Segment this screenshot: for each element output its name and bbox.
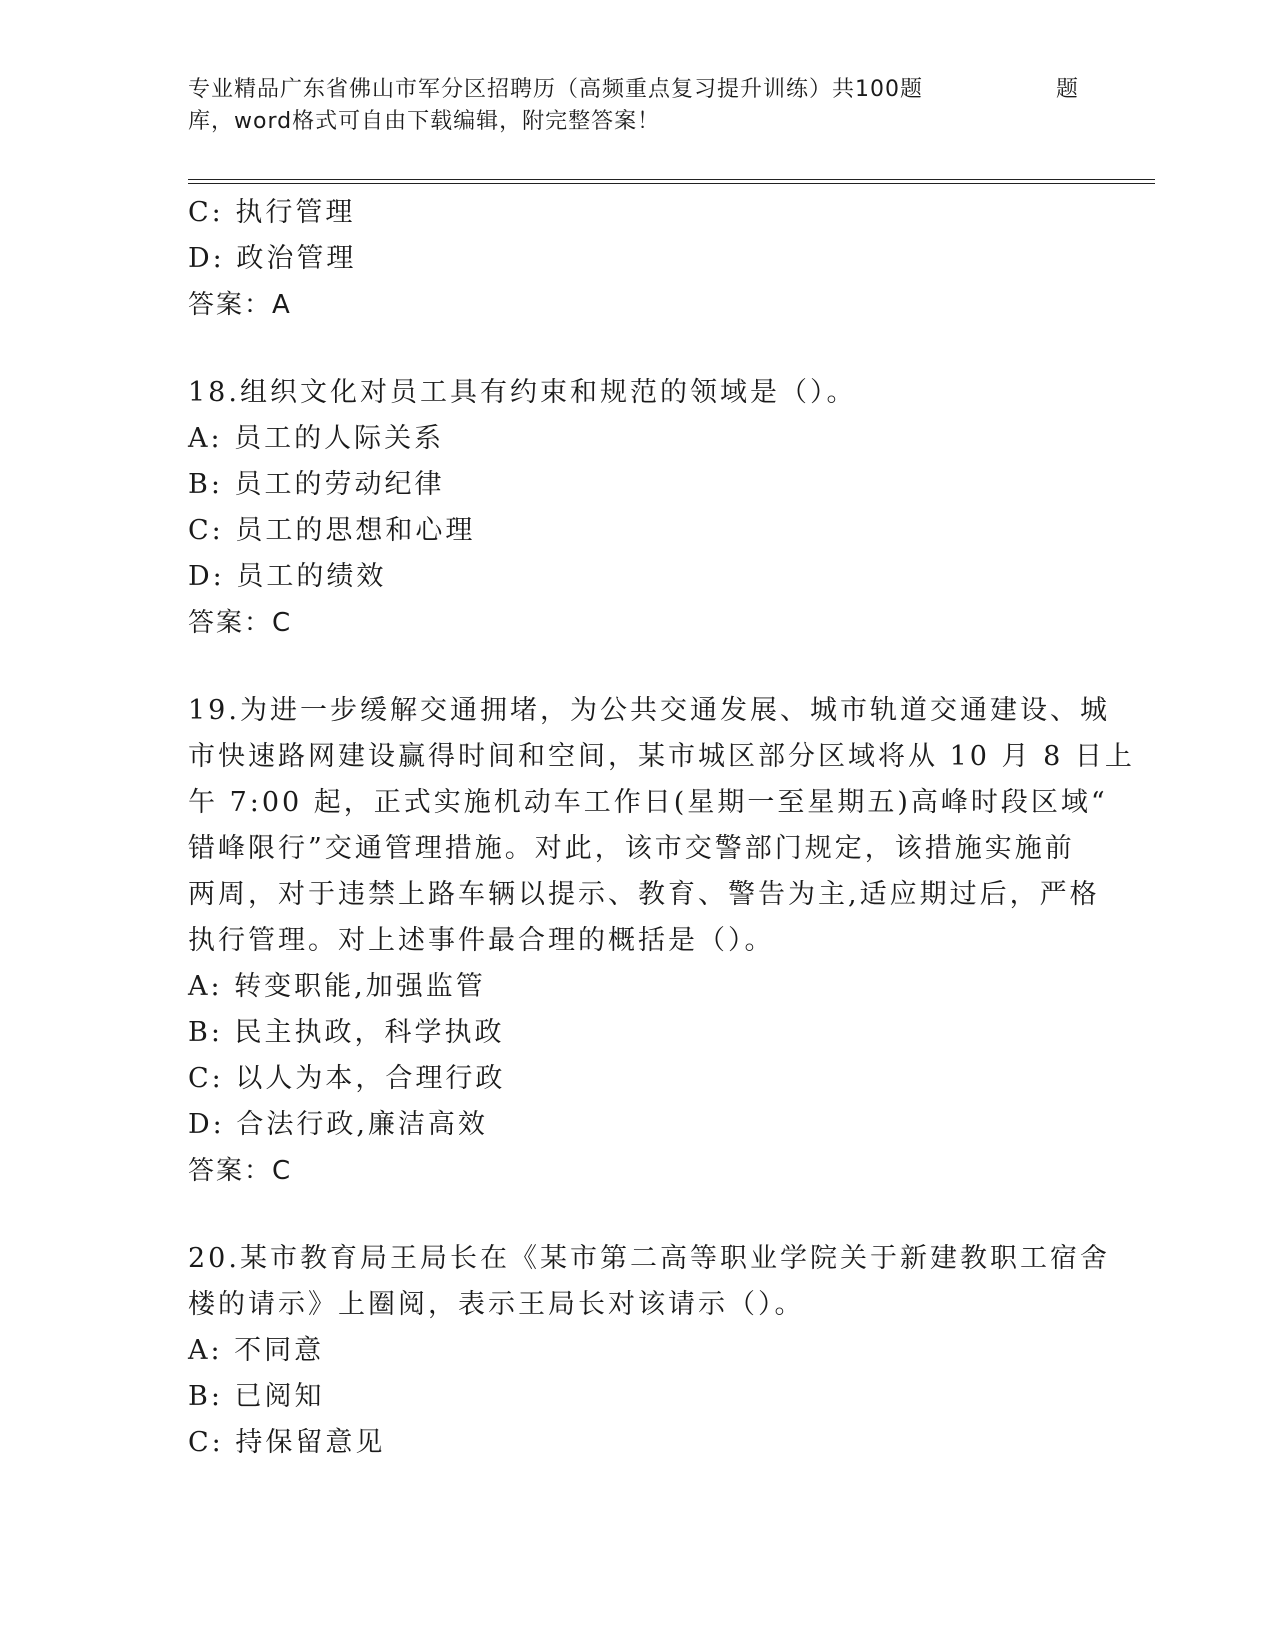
header-line-2: 库，word格式可自由下载编辑，附完整答案！ — [188, 109, 661, 134]
header-divider-bottom — [188, 183, 1155, 184]
option-c: C: 员工的思想和心理 — [188, 515, 476, 546]
header-line-1-tail: 题 — [1056, 77, 1080, 102]
question-19 — [188, 688, 1135, 1194]
answer: 答案：C — [188, 608, 293, 638]
question-text-line: 19.为进一步缓解交通拥堵，为公共交通发展、城市轨道交通建设、城 — [188, 695, 1110, 726]
question-20 — [188, 1236, 1110, 1466]
option-b: B: 员工的劳动纪律 — [188, 469, 445, 500]
option-a: A: 不同意 — [188, 1335, 325, 1366]
question-text-line: 楼的请示》上圈阅，表示王局长对该请示（）。 — [188, 1289, 805, 1320]
question-text-line: 市快速路网建设赢得时间和空间，某市城区部分区域将从 10 月 8 日上 — [188, 741, 1135, 772]
question-text: 18.组织文化对员工具有约束和规范的领域是（）。 — [188, 377, 857, 408]
question-text-line: 午 7:00 起，正式实施机动车工作日(星期一至星期五)高峰时段区域“ — [188, 787, 1108, 818]
question-list — [188, 190, 1135, 1466]
question-text-line: 执行管理。对上述事件最合理的概括是（）。 — [188, 925, 775, 956]
option-c: C: 持保留意见 — [188, 1427, 386, 1458]
option-a: A: 转变职能,加强监管 — [188, 971, 486, 1002]
option-d: D: 员工的绩效 — [188, 561, 387, 592]
option-c: C: 执行管理 — [188, 197, 356, 228]
option-c: C: 以人为本，合理行政 — [188, 1063, 506, 1094]
header-line-1: 专业精品广东省佛山市军分区招聘历（高频重点复习提升训练）共100题 — [188, 77, 923, 102]
option-b: B: 民主执政，科学执政 — [188, 1017, 505, 1048]
question-18 — [188, 370, 1088, 646]
question-text-line: 错峰限行”交通管理措施。对此，该市交警部门规定，该措施实施前 — [188, 833, 1075, 864]
question-17-tail — [188, 190, 1088, 328]
header-divider-top — [188, 179, 1155, 180]
question-text-line: 两周，对于违禁上路车辆以提示、教育、警告为主,适应期过后，严格 — [188, 879, 1100, 910]
option-d: D: 政治管理 — [188, 243, 357, 274]
option-a: A: 员工的人际关系 — [188, 423, 445, 454]
question-text-line: 20.某市教育局王局长在《某市第二高等职业学院关于新建教职工宿舍 — [188, 1243, 1110, 1274]
option-b: B: 已阅知 — [188, 1381, 325, 1412]
answer: 答案：C — [188, 1156, 293, 1186]
answer: 答案：A — [188, 290, 292, 320]
option-d: D: 合法行政,廉洁高效 — [188, 1109, 488, 1140]
page-header — [188, 74, 1088, 138]
